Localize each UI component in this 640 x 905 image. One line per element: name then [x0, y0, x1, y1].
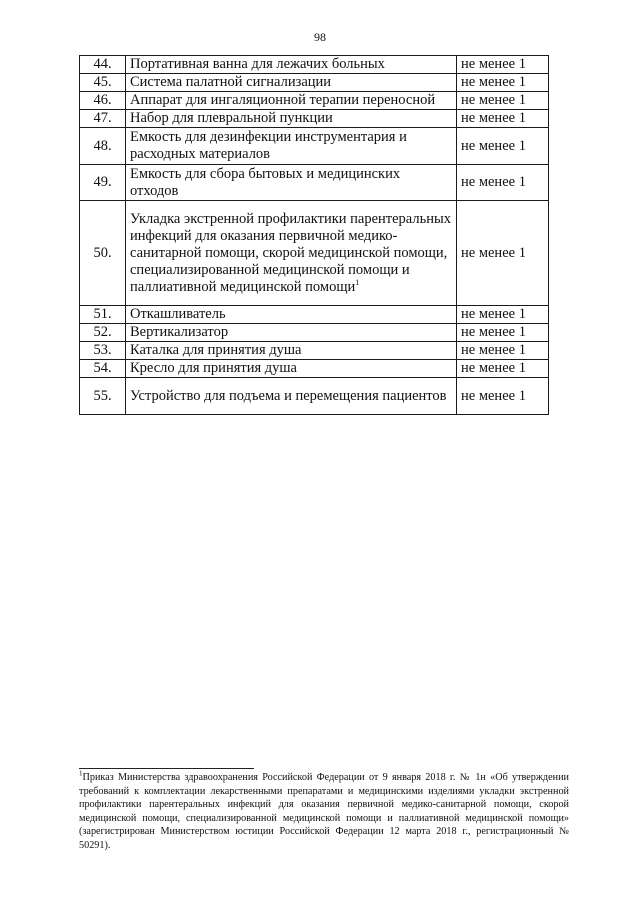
table-row — [80, 201, 549, 306]
item-name: Набор для плевральной пункции — [126, 110, 457, 128]
table-row — [80, 360, 549, 378]
equipment-table — [79, 55, 549, 415]
row-number: 51. — [80, 306, 126, 324]
table-row — [80, 378, 549, 415]
footnote-text: Приказ Министерства здравоохранения Российской Федерации от 9 января 2018 г. № 1н «Об утверждении требований к комплектации лекарственными препаратами и медицинскими изделиями укладки экстренной профилактики парентеральных инфекций для оказания первичной медико-санитарной помощи, скорой медицинской помощи, специализированной медицинской помощи и паллиативной медицинской помощи» (зарегистрирован Министерством юстиции Российской Федерации 12 марта 2018 г., регистрационный № 50291). — [79, 772, 569, 851]
table-row — [80, 56, 549, 74]
item-quantity: не менее 1 — [457, 92, 549, 110]
item-name: Емкость для дезинфекции инструментария и расходных материалов — [126, 128, 457, 165]
row-number: 55. — [80, 378, 126, 415]
item-name: Портативная ванна для лежачих больных — [126, 56, 457, 74]
table-row — [80, 128, 549, 165]
footnote-reference: 1 — [355, 277, 360, 287]
item-quantity: не менее 1 — [457, 201, 549, 306]
item-name: Откашливатель — [126, 306, 457, 324]
item-name: Система палатной сигнализации — [126, 74, 457, 92]
page-number: 98 — [314, 30, 326, 44]
row-number: 52. — [80, 324, 126, 342]
item-quantity: не менее 1 — [457, 165, 549, 201]
item-quantity: не менее 1 — [457, 360, 549, 378]
table-row — [80, 110, 549, 128]
row-number: 47. — [80, 110, 126, 128]
row-number: 53. — [80, 342, 126, 360]
item-quantity: не менее 1 — [457, 74, 549, 92]
item-quantity: не менее 1 — [457, 110, 549, 128]
footnote-marker: 1 — [79, 769, 83, 778]
item-quantity: не менее 1 — [457, 324, 549, 342]
footnote-separator — [79, 768, 254, 769]
row-number: 46. — [80, 92, 126, 110]
table-row — [80, 324, 549, 342]
item-name: Каталка для принятия душа — [126, 342, 457, 360]
equipment-table-body — [80, 56, 549, 415]
table-row — [80, 92, 549, 110]
item-name: Устройство для подъема и перемещения пациентов — [126, 378, 457, 415]
row-number: 48. — [80, 128, 126, 165]
item-name: Аппарат для ингаляционной терапии переносной — [126, 92, 457, 110]
table-row — [80, 342, 549, 360]
item-name — [126, 201, 457, 306]
item-name-text: Укладка экстренной профилактики парентеральных инфекций для оказания первичной медико-санитарной помощи, скорой медицинской помощи, специализированной медицинской помощи и паллиативной медицинской помощи — [130, 210, 451, 295]
item-name: Кресло для принятия душа — [126, 360, 457, 378]
item-quantity: не менее 1 — [457, 56, 549, 74]
table-row — [80, 306, 549, 324]
table-row — [80, 165, 549, 201]
row-number: 44. — [80, 56, 126, 74]
footnote — [79, 771, 569, 853]
row-number: 45. — [80, 74, 126, 92]
row-number: 54. — [80, 360, 126, 378]
row-number: 50. — [80, 201, 126, 306]
item-quantity: не менее 1 — [457, 378, 549, 415]
item-quantity: не менее 1 — [457, 128, 549, 165]
item-quantity: не менее 1 — [457, 306, 549, 324]
item-quantity: не менее 1 — [457, 342, 549, 360]
row-number: 49. — [80, 165, 126, 201]
item-name: Вертикализатор — [126, 324, 457, 342]
table-row — [80, 74, 549, 92]
item-name: Емкость для сбора бытовых и медицинских отходов — [126, 165, 457, 201]
